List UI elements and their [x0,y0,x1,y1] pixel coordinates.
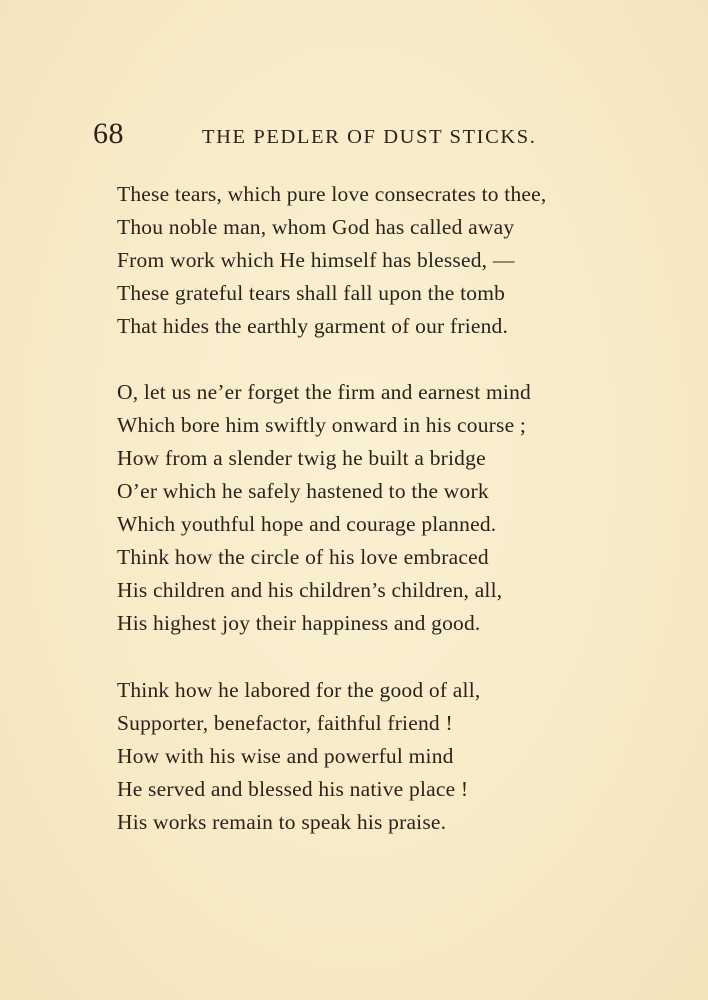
poem-line: His highest joy their happiness and good. [117,611,481,635]
poem-line: Which bore him swiftly onward in his course ; [117,413,527,437]
poem-line: O’er which he safely hastened to the work [117,479,489,503]
poem-line: How with his wise and powerful mind [117,744,454,768]
page-header [0,116,708,156]
poem-line: His children and his children’s children, all, [117,578,503,602]
poem-line: He served and blessed his native place ! [117,777,469,801]
running-title: THE PEDLER OF DUST STICKS. [202,126,537,148]
poem-line: Thou noble man, whom God has called away [117,215,515,239]
poem-line: These grateful tears shall fall upon the tomb [117,281,506,305]
poem-line: His works remain to speak his praise. [117,810,447,834]
stanza [117,376,531,640]
poem-line: These tears, which pure love consecrates to thee, [117,182,547,206]
stanza [117,178,546,343]
poem-line: Think how the circle of his love embraced [117,545,489,569]
poem-line: Think how he labored for the good of all, [117,678,481,702]
poem-line: From work which He himself has blessed, — [117,248,515,272]
page-number: 68 [93,117,124,150]
poem-line: O, let us ne’er forget the firm and earnest mind [117,380,531,404]
poem-line: Which youthful hope and courage planned. [117,512,497,536]
poem-line: Supporter, benefactor, faithful friend ! [117,711,453,735]
poem-line: How from a slender twig he built a bridge [117,446,486,470]
stanza [117,674,480,839]
poem-line: That hides the earthly garment of our friend. [117,314,509,338]
